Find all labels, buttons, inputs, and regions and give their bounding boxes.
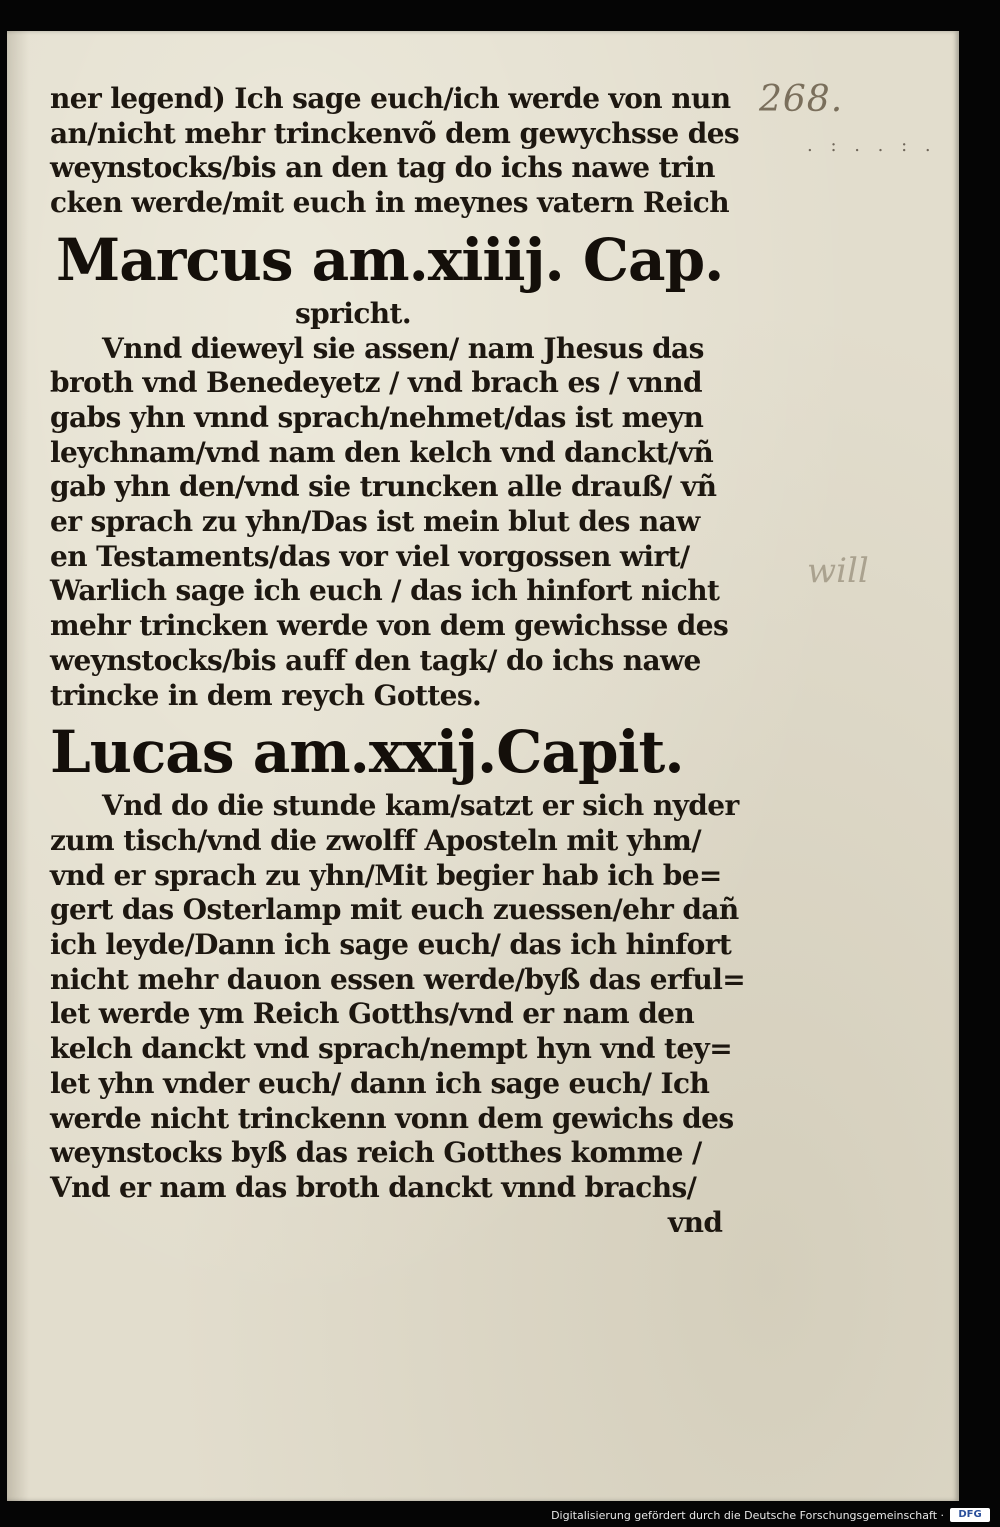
text-line: Vnd er nam das broth danckt vnnd brachs/ (50, 1170, 697, 1204)
marginal-note: will (807, 551, 869, 591)
section-heading-lucas: Lucas am.xxij.Capit. (50, 718, 684, 787)
text-line: weynstocks/bis auff den tagk/ do ichs nawe (50, 643, 701, 677)
folio-number: 268. (759, 79, 844, 120)
folio-marks: . : . . : . (807, 135, 937, 156)
text-line: Warlich sage ich euch / das ich hinfort nicht (50, 574, 720, 608)
page-text (50, 82, 780, 1240)
text-line: cken werde/mit euch in meynes vatern Reich (50, 186, 730, 220)
dfg-logo-icon: DFG (950, 1508, 990, 1522)
text-line: vnd er sprach zu yhn/Mit begier hab ich be= (50, 858, 722, 892)
text-line: mehr trincken werde von dem gewichsse des (50, 609, 729, 643)
text-line: ich leyde/Dann ich sage euch/ das ich hinfort (50, 928, 732, 962)
text-line: en Testaments/das vor viel vorgossen wirt/ (50, 539, 690, 573)
catchword: vnd (668, 1205, 723, 1239)
funding-credit: Digitalisierung gefördert durch die Deutsche Forschungsgemeinschaft · (551, 1509, 944, 1522)
text-line: trincke in dem reych Gottes. (50, 678, 482, 712)
text-line: zum tisch/vnd die zwolff Aposteln mit yhm/ (50, 823, 701, 857)
text-line: nicht mehr dauon essen werde/byß das erful= (50, 962, 746, 996)
text-line: weynstocks/bis an den tag do ichs nawe trin (50, 151, 715, 185)
text-line: gabs yhn vnnd sprach/nehmet/das ist meyn (50, 400, 704, 434)
text-line: werde nicht trinckenn vonn dem gewichs des (50, 1101, 734, 1135)
text-line: gab yhn den/vnd sie truncken alle drauß/ vñ (50, 470, 717, 504)
text-line: ner legend) Ich sage euch/ich werde von nun (50, 82, 731, 115)
text-line: gert das Osterlamp mit euch zuessen/ehr dañ (50, 893, 739, 927)
section-heading-marcus: Marcus am.xiiij. Cap. (56, 225, 724, 294)
text-line: leychnam/vnd nam den kelch vnd danckt/vñ (50, 435, 714, 469)
text-line: er sprach zu yhn/Das ist mein blut des naw (50, 505, 700, 539)
text-line: weynstocks byß das reich Gotthes komme / (50, 1136, 702, 1170)
text-line: broth vnd Benedeyetz / vnd brach es / vnnd (50, 366, 702, 400)
text-line: kelch danckt vnd sprach/nempt hyn vnd tey= (50, 1032, 733, 1066)
text-line: an/nicht mehr trinckenvõ dem gewychsse des (50, 116, 740, 150)
section-subheading: spricht. (295, 296, 412, 330)
text-line: let werde ym Reich Gotths/vnd er nam den (50, 997, 695, 1031)
text-line: Vnnd dieweyl sie assen/ nam Jhesus das (102, 331, 704, 365)
text-line: Vnd do die stunde kam/satzt er sich nyder (102, 789, 739, 823)
text-line: let yhn vnder euch/ dann ich sage euch/ Ich (50, 1066, 710, 1100)
